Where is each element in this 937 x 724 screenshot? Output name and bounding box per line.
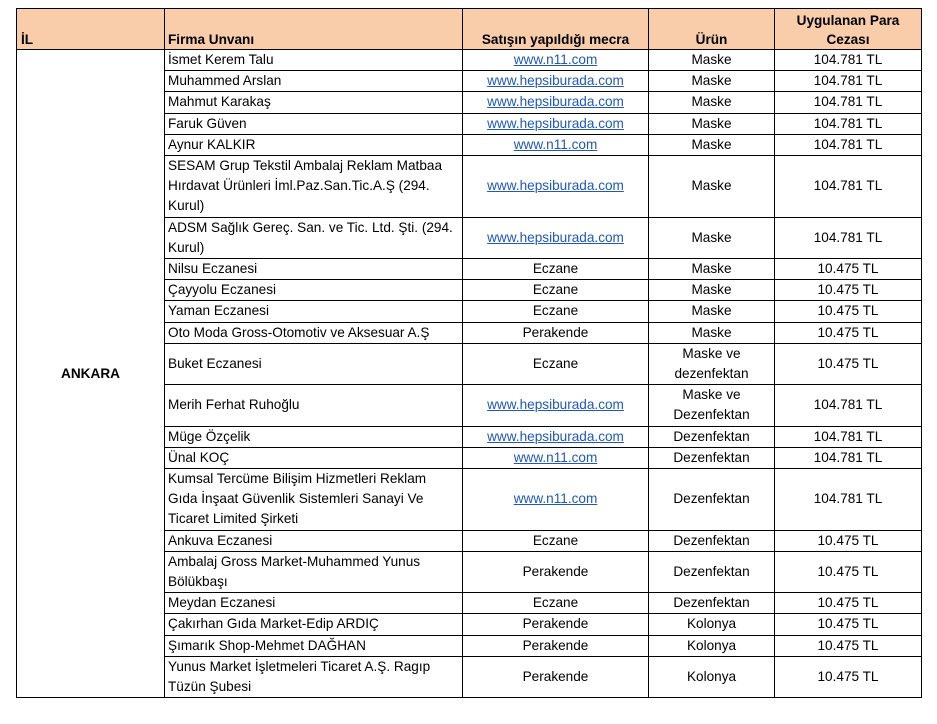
mecra-link[interactable]: www.hepsiburada.com [487,115,624,131]
mecra-cell: Eczane [463,593,649,614]
mecra-cell [463,426,649,447]
mecra-link[interactable]: www.hepsiburada.com [487,397,624,413]
firma-cell: Kumsal Tercüme Bilişim Hizmetleri Reklam Gıda İnşaat Güvenlik Sistemleri Sanayi Ve Ticaret Limited Şirketi [165,469,463,531]
mecra-cell [463,50,649,71]
ceza-cell: 104.781 TL [775,217,922,258]
mecra-link[interactable]: www.hepsiburada.com [487,428,624,444]
urun-cell: Dezenfektan [649,551,775,592]
urun-cell: Maske [649,134,775,155]
urun-cell: Maske [649,156,775,218]
firma-cell: İsmet Kerem Talu [165,50,463,71]
mecra-cell: Eczane [463,343,649,384]
urun-cell: Maske ve dezenfektan [649,343,775,384]
ceza-cell: 10.475 TL [775,614,922,635]
mecra-link[interactable]: www.hepsiburada.com [487,229,624,245]
firma-cell: Yunus Market İşletmeleri Ticaret A.Ş. Ragıp Tüzün Şubesi [165,656,463,697]
firma-cell: SESAM Grup Tekstil Ambalaj Reklam Matbaa Hırdavat Ürünleri İml.Paz.San.Tic.A.Ş (294. Kurul) [165,156,463,218]
mecra-cell: Eczane [463,280,649,301]
firma-cell: Ünal KOÇ [165,447,463,468]
firma-cell: Muhammed Arslan [165,71,463,92]
mecra-cell: Eczane [463,530,649,551]
ceza-cell: 104.781 TL [775,92,922,113]
urun-cell: Kolonya [649,656,775,697]
firma-cell: Faruk Güven [165,113,463,134]
mecra-cell [463,469,649,531]
mecra-cell [463,156,649,218]
mecra-cell: Eczane [463,301,649,322]
mecra-cell [463,385,649,426]
mecra-cell [463,134,649,155]
mecra-cell [463,92,649,113]
ceza-cell: 10.475 TL [775,322,922,343]
mecra-link[interactable]: www.hepsiburada.com [487,94,624,110]
mecra-link[interactable]: www.n11.com [513,136,598,152]
firma-cell: Çayyolu Eczanesi [165,280,463,301]
urun-cell: Maske ve Dezenfektan [649,385,775,426]
header-mecra: Satışın yapıldığı mecra [463,9,649,50]
header-urun: Ürün [649,9,775,50]
table-row [17,50,922,71]
mecra-link[interactable]: www.n11.com [513,491,598,507]
table-body [17,50,922,698]
urun-cell: Kolonya [649,614,775,635]
mecra-link[interactable]: www.n11.com [513,52,598,67]
ceza-cell: 10.475 TL [775,551,922,592]
ceza-cell: 104.781 TL [775,385,922,426]
urun-cell: Maske [649,259,775,280]
ceza-cell: 10.475 TL [775,593,922,614]
ceza-cell: 104.781 TL [775,71,922,92]
urun-cell: Maske [649,301,775,322]
ceza-cell: 104.781 TL [775,469,922,531]
penalty-table-container [16,8,922,698]
urun-cell: Maske [649,113,775,134]
mecra-link[interactable]: www.hepsiburada.com [487,178,624,194]
firma-cell: Merih Ferhat Ruhoğlu [165,385,463,426]
mecra-cell [463,447,649,468]
urun-cell: Dezenfektan [649,447,775,468]
urun-cell: Dezenfektan [649,593,775,614]
mecra-cell [463,71,649,92]
urun-cell: Maske [649,50,775,71]
urun-cell: Maske [649,217,775,258]
urun-cell: Maske [649,280,775,301]
firma-cell: Oto Moda Gross-Otomotiv ve Aksesuar A.Ş [165,322,463,343]
ceza-cell: 10.475 TL [775,656,922,697]
urun-cell: Maske [649,92,775,113]
ceza-cell: 10.475 TL [775,530,922,551]
urun-cell: Kolonya [649,635,775,656]
city-cell: ANKARA [17,50,165,698]
header-ceza: Uygulanan Para Cezası [775,9,922,50]
header-row [17,9,922,50]
mecra-cell: Perakende [463,614,649,635]
mecra-cell [463,217,649,258]
firma-cell: Ambalaj Gross Market-Muhammed Yunus Bölükbaşı [165,551,463,592]
mecra-cell [463,113,649,134]
ceza-cell: 10.475 TL [775,280,922,301]
penalty-table [16,8,922,698]
firma-cell: Müge Özçelik [165,426,463,447]
ceza-cell: 104.781 TL [775,50,922,71]
ceza-cell: 10.475 TL [775,301,922,322]
urun-cell: Maske [649,322,775,343]
firma-cell: Aynur KALKIR [165,134,463,155]
urun-cell: Dezenfektan [649,469,775,531]
ceza-cell: 10.475 TL [775,259,922,280]
ceza-cell: 104.781 TL [775,156,922,218]
mecra-link[interactable]: www.n11.com [513,449,598,465]
firma-cell: Çakırhan Gıda Market-Edip ARDIÇ [165,614,463,635]
firma-cell: Ankuva Eczanesi [165,530,463,551]
firma-cell: Mahmut Karakaş [165,92,463,113]
urun-cell: Dezenfektan [649,530,775,551]
mecra-cell: Perakende [463,656,649,697]
header-il: İL [17,9,165,50]
ceza-cell: 104.781 TL [775,426,922,447]
ceza-cell: 104.781 TL [775,134,922,155]
firma-cell: ADSM Sağlık Gereç. San. ve Tic. Ltd. Şti. (294. Kurul) [165,217,463,258]
header-firma: Firma Unvanı [165,9,463,50]
ceza-cell: 10.475 TL [775,635,922,656]
firma-cell: Nilsu Eczanesi [165,259,463,280]
ceza-cell: 104.781 TL [775,447,922,468]
urun-cell: Dezenfektan [649,426,775,447]
ceza-cell: 10.475 TL [775,343,922,384]
mecra-cell: Perakende [463,635,649,656]
ceza-cell: 104.781 TL [775,113,922,134]
mecra-cell: Eczane [463,259,649,280]
firma-cell: Yaman Eczanesi [165,301,463,322]
mecra-cell: Perakende [463,322,649,343]
mecra-cell: Perakende [463,551,649,592]
urun-cell: Maske [649,71,775,92]
mecra-link[interactable]: www.hepsiburada.com [487,73,624,89]
firma-cell: Şımarık Shop-Mehmet DAĞHAN [165,635,463,656]
firma-cell: Buket Eczanesi [165,343,463,384]
firma-cell: Meydan Eczanesi [165,593,463,614]
